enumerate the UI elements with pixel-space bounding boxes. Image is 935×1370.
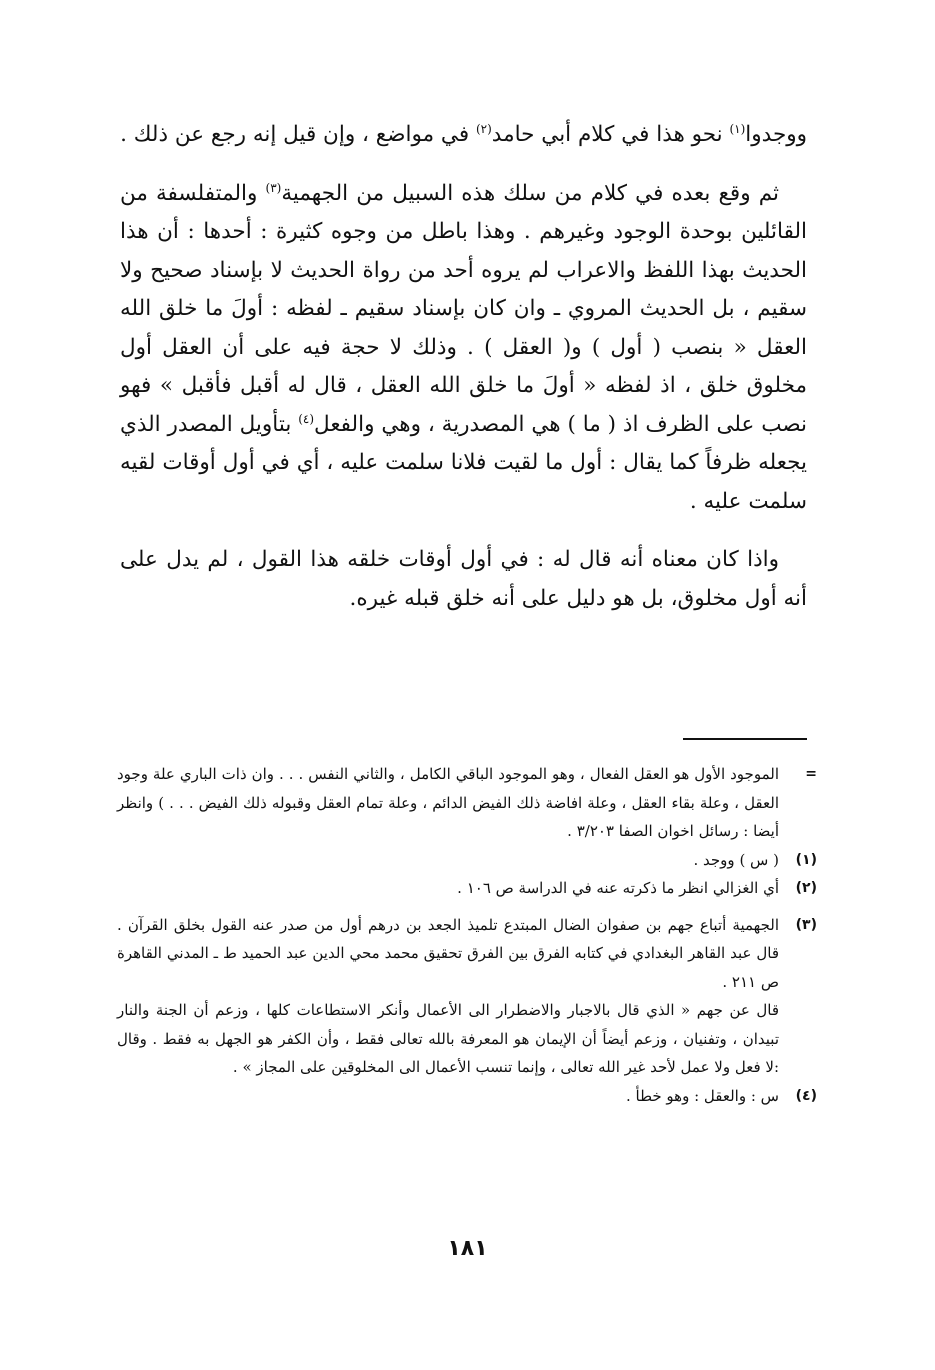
- paragraph-text: في مواضع ، وإن قيل إنه رجع عن ذلك .: [120, 122, 476, 147]
- paragraph-text: بتأويل المصدر الذي يجعله ظرفاً كما يقال : أول ما لقيت فلانا سلمت عليه ، أي في أول أوقات لقيه سلمت عليه .: [120, 411, 807, 514]
- paragraph-3: [120, 541, 807, 618]
- footnote-number: (١): [795, 851, 817, 868]
- footnotes: [117, 760, 817, 1110]
- footnote: [117, 1082, 817, 1111]
- footnote-number: (٢): [795, 880, 817, 896]
- footnote-text: الجهمية أتباع جهم بن صفوان الضال المبتدع تلميذ الجعد بن درهم أول من صدر عنه القول بخلق القرآن . قال عبد القاهر البغدادي في كتابه الفرق بين الفرق تحقيق محمد محي الدين عبد الحميد ط ـ المدني القاهرة ص ٢١١ .: [117, 915, 780, 991]
- footnote-text: أي الغزالي انظر ما ذكرته عنه في الدراسة ص ١٠٦ .: [457, 879, 779, 897]
- footnote-continuation-marker: =: [805, 766, 817, 782]
- paragraph-1: [120, 116, 807, 155]
- footnote-reference: (٣): [265, 180, 282, 195]
- footnote: [117, 911, 817, 1082]
- page-number: ١٨١: [447, 1236, 488, 1261]
- footnote-text: ( س ) ووجد .: [693, 850, 779, 869]
- footnote-number: (٤): [795, 1087, 817, 1104]
- footnote-continuation-text: الموجود الأول هو العقل الفعال ، وهو الموجود الباقي الكامل ، والثاني النفس . . . وان ذات الباري علة وجود العقل ، وعلة بقاء العقل ، وعلة افاضة ذلك الفيض الدائم ، وعلة تمام العقل وقبوله ذلك الفيض . . . ) وانظر أيضا : رسائل اخوان الصفا ٣/٢٠٣ .: [117, 765, 779, 840]
- main-text: [120, 116, 807, 618]
- paragraph-text: نحو هذا في كلام أبي حامد: [491, 122, 730, 147]
- footnote-number: (٣): [795, 916, 817, 933]
- paragraph-text: ثم وقع بعده في كلام من سلك هذه السبيل من الجهمية: [281, 180, 779, 206]
- paragraph-text: واذا كان معناه أنه قال له : في أول أوقات خلقه هذا القول ، لم يدل على أنه أول مخلوق، بل هو دليل على أنه خلق قبله غيره.: [120, 547, 807, 611]
- footnote-text: قال عن جهم « الذي قال بالاجبار والاضطرار الى الأعمال وأنكر الاستطاعات كلها ، وزعم أن الجنة والنار تبيدان ، وتفنيان ، وزعم أيضاً أن الإيمان هو المعرفة بالله تعالى فقط ، وأن الكفر هو الجهل به فقط . وقال :لا فعل ولا عمل لأحد غير الله تعالى ، وإنما تنسب الأعمال الى المخلوقين على المجاز » .: [117, 1001, 779, 1076]
- footnote-divider: [683, 738, 807, 740]
- paragraph-text: ووجدوا: [745, 122, 807, 147]
- footnote-reference: (٤): [298, 411, 315, 426]
- footnote: [117, 874, 817, 903]
- footnote-text: س : والعقل : وهو خطأ .: [625, 1086, 779, 1105]
- paragraph-2: [120, 175, 807, 522]
- footnote-reference: (١): [729, 121, 746, 136]
- paragraph-text: والمتفلسفة من القائلين بوحدة الوجود وغيرهم . وهذا باطل من وجوه كثيرة : أحدها : أن هذا الحديث بهذا اللفظ والاعراب لم يروه أحد من رواة الحديث لا بإسناد صحيح ولا سقيم ، بل الحديث المروي ـ وان كان بإسناد سقيم ـ لفظه : أولَ ما خلق الله العقل « بنصب ( أول ) و( العقل ) . وذلك لا حجة فيه على أن العقل أول مخلوق خلق ، اذ لفظه « أولَ ما خلق الله العقل ، قال له أقبل فأقبل » فهو نصب على الظرف اذ ( ما ) هي المصدرية ، وهي والفعل: [120, 180, 807, 437]
- footnote-reference: (٢): [475, 121, 492, 136]
- footnote-continuation: [117, 760, 817, 846]
- footnote-list: [117, 846, 817, 1111]
- footnote: [117, 846, 817, 875]
